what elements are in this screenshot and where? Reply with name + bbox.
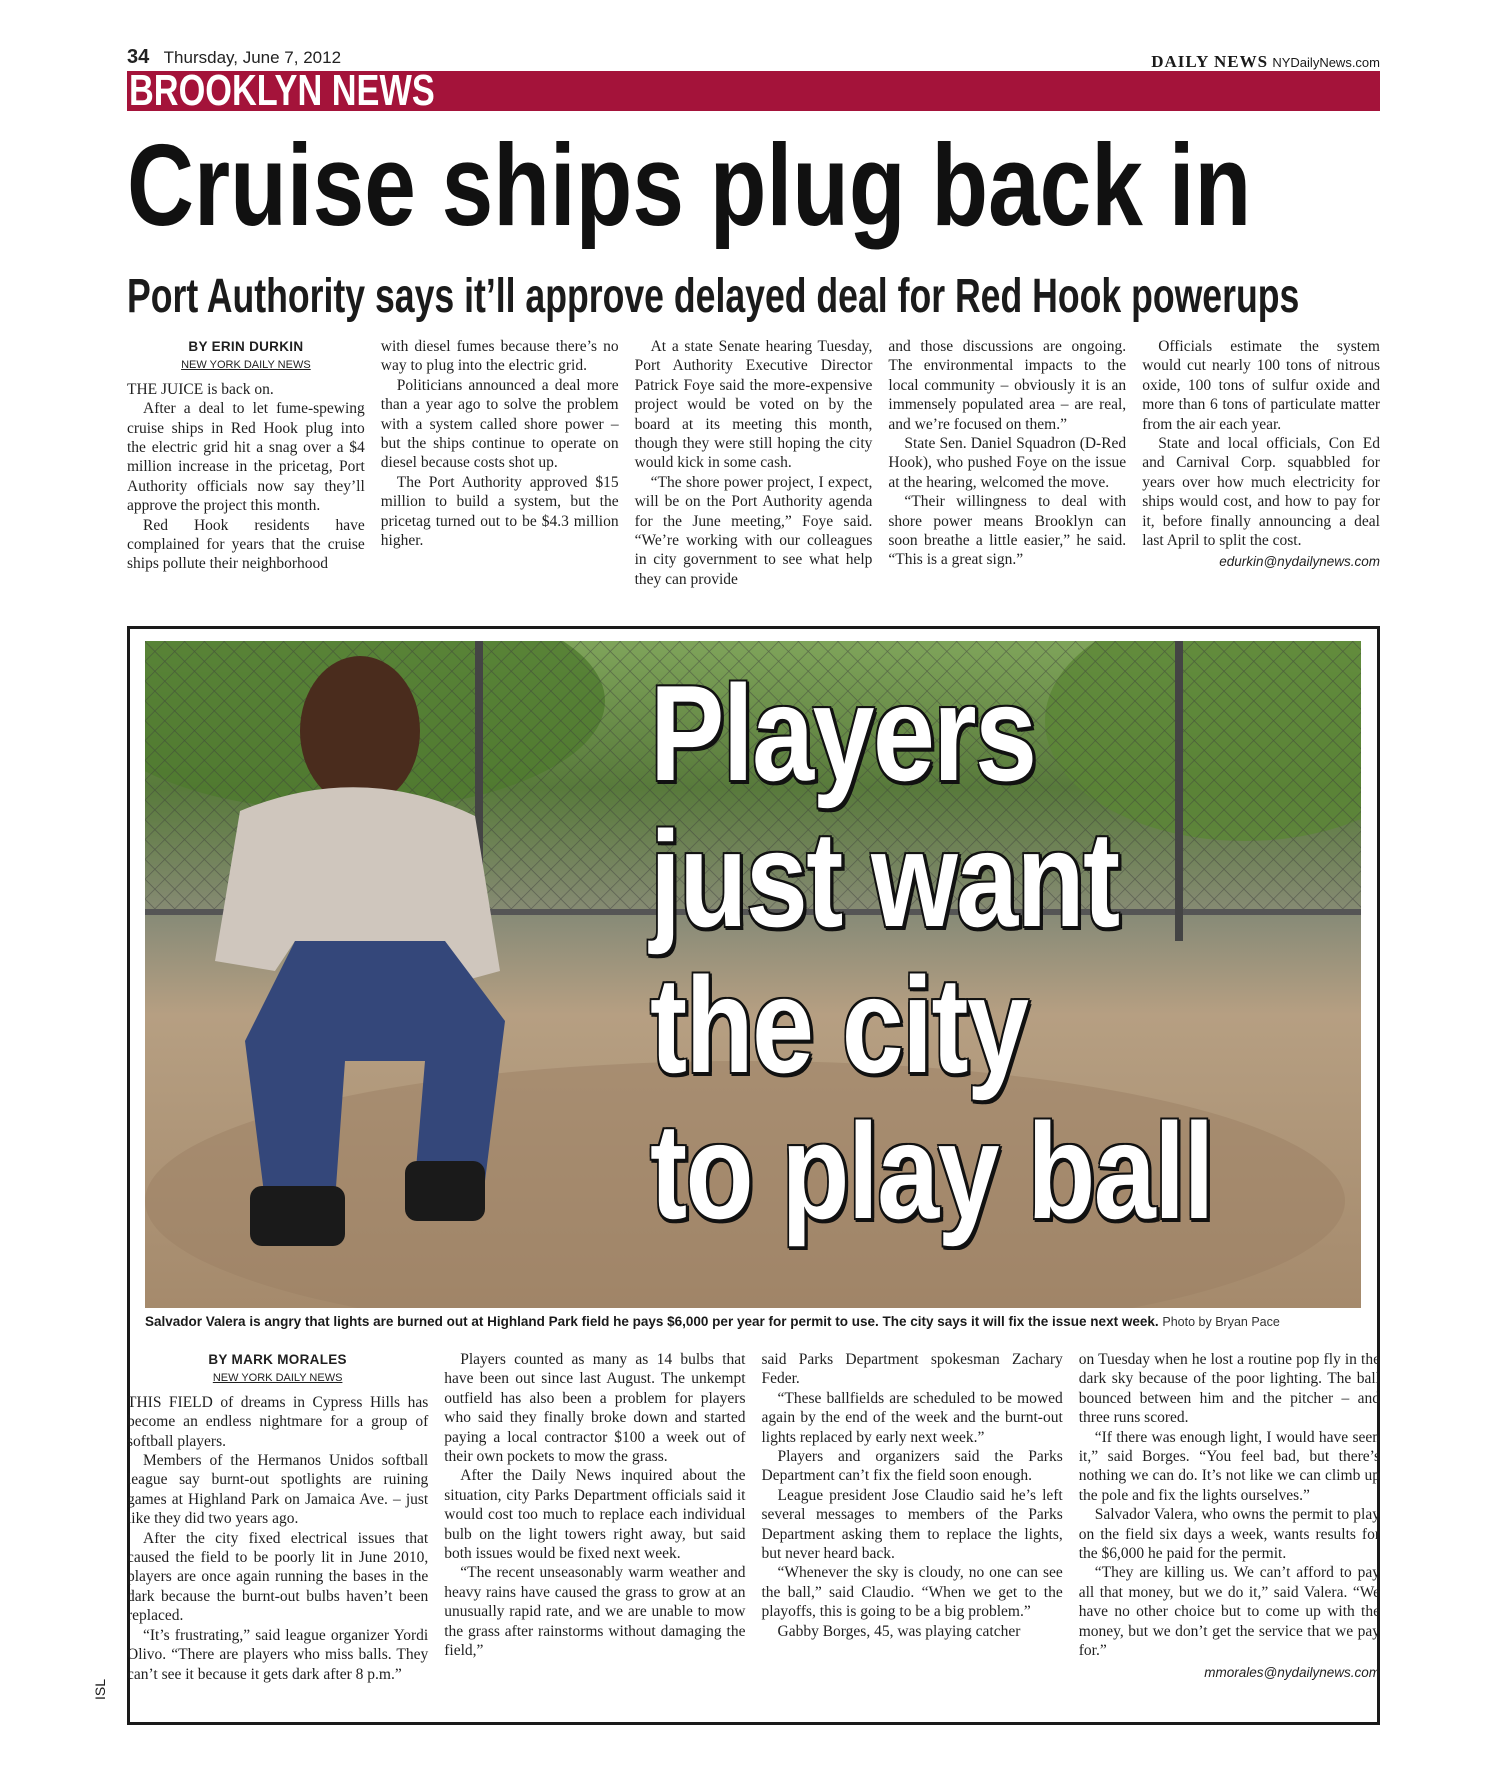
- masthead: [1151, 52, 1380, 72]
- story2-column-3: [762, 1350, 1063, 1740]
- paragraph: Gabby Borges, 45, was playing catcher: [777, 1622, 1021, 1640]
- site-url: NYDailyNews.com: [1272, 55, 1380, 70]
- paragraph: State and local officials, Con Ed and Carnival Corp. squabbled for years over how much electricity for ships would cost, and how to pay for it, before finally announcing a deal last April to split the cost.: [1142, 435, 1380, 550]
- paragraph: State Sen. Daniel Squadron (D-Red Hook), who pushed Foye on the issue at the hearing, welcomed the move.: [888, 435, 1127, 491]
- photo-caption: [145, 1313, 1361, 1331]
- byline: BY MARK MORALES: [208, 1352, 347, 1367]
- headline: Cruise ships plug back in: [127, 120, 1252, 250]
- byline-org: NEW YORK DAILY NEWS: [212, 1372, 343, 1385]
- paragraph: League president Jose Claudio said he’s left several messages to members of the Parks Department asking them to replace the lights, but never heard back.: [761, 1486, 1063, 1563]
- paragraph: After the Daily News inquired about the situation, city Parks Department officials said it would cost too much to replace each individual bulb on the light towers right away, but said both issues would be fixed next week.: [444, 1467, 746, 1563]
- paragraph: The Port Authority approved $15 million to build a system, but the pricetag turned out to be $4.3 million higher.: [380, 473, 619, 550]
- paragraph: Red Hook residents have complained for years that the cruise ships pollute their neighborhood: [127, 516, 365, 573]
- paragraph: “The shore power project, I expect, will be on the Port Authority agenda for the June meeting,” Foye said. “We’re working with our colleagues in city government to see what help they can provide: [634, 473, 873, 588]
- paragraph: After the city fixed electrical issues that caused the field to be poorly lit in June 2010, players are once again running the bases in the dark because the burnt-out bulbs haven’t been replaced.: [127, 1529, 429, 1625]
- paragraph: At a state Senate hearing Tuesday, Port Authority Executive Director Patrick Foye said the more-expensive project would be voted on by the board at its meeting this month, though they were still hoping the city would kick in some cash.: [634, 338, 873, 472]
- paragraph: “They are killing us. We can’t afford to pay all that money, but we do it,” said Valera. “We have no other choice but to come up with the money, but we don’t get the service that we pay for.”: [1078, 1564, 1380, 1660]
- story1-column-3: [635, 337, 873, 607]
- paragraph: THIS FIELD of dreams in Cypress Hills has become an endless nightmare for a group of softball players.: [127, 1393, 429, 1450]
- edition-slug: ISL: [92, 1678, 108, 1700]
- story1-columns: [127, 337, 1380, 607]
- paragraph: Players and organizers said the Parks Department can’t fix the field soon enough.: [761, 1448, 1063, 1485]
- story2-column-4: [1079, 1350, 1380, 1740]
- paragraph: with diesel fumes because there’s no way to plug into the electric grid.: [380, 338, 619, 375]
- story1-column-4: [888, 337, 1126, 607]
- story2-columns: [127, 1350, 1380, 1740]
- paragraph: THE JUICE is back on.: [127, 380, 274, 398]
- story2-column-1: [127, 1350, 428, 1740]
- photo-headline-line: the city: [650, 949, 1028, 1101]
- paragraph: Salvador Valera, who owns the permit to play on the field six days a week, wants results for the $6,000 he paid for the permit.: [1078, 1506, 1380, 1563]
- brand-name: DAILY NEWS: [1151, 52, 1269, 71]
- paragraph: and those discussions are ongoing. The environmental impacts to the local community – obviously it is an immensely populated area – are real, and we’re focused on them.”: [888, 338, 1127, 433]
- byline-org: NEW YORK DAILY NEWS: [181, 359, 311, 372]
- paragraph: “Whenever the sky is cloudy, no one can see the ball,” said Claudio. “When we get to the playoffs, this is going to be a big problem.”: [761, 1564, 1063, 1621]
- page-number: 34: [127, 46, 150, 68]
- caption-text: Salvador Valera is angry that lights are burned out at Highland Park field he pays $6,000 per year for permit to use. The city says it will fix the issue next week.: [145, 1314, 1159, 1329]
- subheadline: Port Authority says it’ll approve delayed deal for Red Hook powerups: [127, 270, 1300, 323]
- photo-credit: Photo by Bryan Pace: [1162, 1315, 1280, 1329]
- paragraph: “These ballfields are scheduled to be mowed again by the end of the week and the burnt-out lights replaced by early next week.”: [761, 1389, 1063, 1446]
- photo-headline-line: just want: [650, 803, 1119, 955]
- byline: BY ERIN DURKIN: [188, 339, 304, 354]
- paragraph: Officials estimate the system would cut nearly 100 tons of nitrous oxide, 100 tons of sulfur oxide and more than 6 tons of particulate matter from the air each year.: [1142, 338, 1380, 433]
- paragraph: “It’s frustrating,” said league organizer Yordi Olivo. “There are players who miss balls. They can’t see it because it gets dark after 8 p.m.”: [127, 1626, 429, 1683]
- paragraph: “If there was enough light, I would have seen it,” said Borges. “You feel bad, but there’s nothing we can do. It’s not like we can climb up the pole and fix the lights ourselves.”: [1078, 1428, 1380, 1504]
- paragraph: said Parks Department spokesman Zachary Feder.: [761, 1351, 1063, 1388]
- author-email: edurkin@nydailynews.com: [1219, 554, 1380, 570]
- paragraph: Members of the Hermanos Unidos softball league say burnt-out spotlights are ruining games at Highland Park on Jamaica Ave. – just like they did two years ago.: [127, 1452, 429, 1528]
- section-title: BROOKLYN NEWS: [129, 66, 435, 115]
- paragraph: “The recent unseasonably warm weather and heavy rains have caused the grass to grow at an unusually rapid rate, and we are unable to mow the grass after rainstorms without damaging the field,”: [444, 1564, 746, 1660]
- story1-column-2: [381, 337, 619, 607]
- paragraph: After a deal to let fume-spewing cruise ships in Red Hook plug into the electric grid hit a snag over a $4 million increase in the pricetag, Port Authority officials now say they’ll approve the project this month.: [127, 400, 365, 515]
- story1-column-1: [127, 337, 365, 607]
- paragraph: “Their willingness to deal with shore power means Brooklyn can soon breathe a little easier,” he said. “This is a great sign.”: [888, 493, 1127, 569]
- issue-date: Thursday, June 7, 2012: [163, 48, 342, 67]
- author-email: mmorales@nydailynews.com: [1204, 1664, 1380, 1680]
- story2-column-2: [444, 1350, 745, 1740]
- paragraph: Players counted as many as 14 bulbs that have been out since last August. The unkempt outfield has also been a problem for players who said they finally broke down and started paying a local contractor $100 a week out of their own pockets to mow the grass.: [444, 1351, 746, 1466]
- paragraph: on Tuesday when he lost a routine pop fly in the dark sky because of the poor lighting. The ball bounced between him and the pitcher – and three runs scored.: [1078, 1351, 1380, 1427]
- photo-headline-line: Players: [650, 657, 1036, 809]
- story1-column-5: [1142, 337, 1380, 607]
- photo-headline-line: to play ball: [650, 1095, 1213, 1247]
- paragraph: Politicians announced a deal more than a year ago to solve the problem with a system called shore power – but the ships continue to operate on diesel because costs shot up.: [380, 376, 619, 472]
- photo-headline: [650, 657, 1240, 1247]
